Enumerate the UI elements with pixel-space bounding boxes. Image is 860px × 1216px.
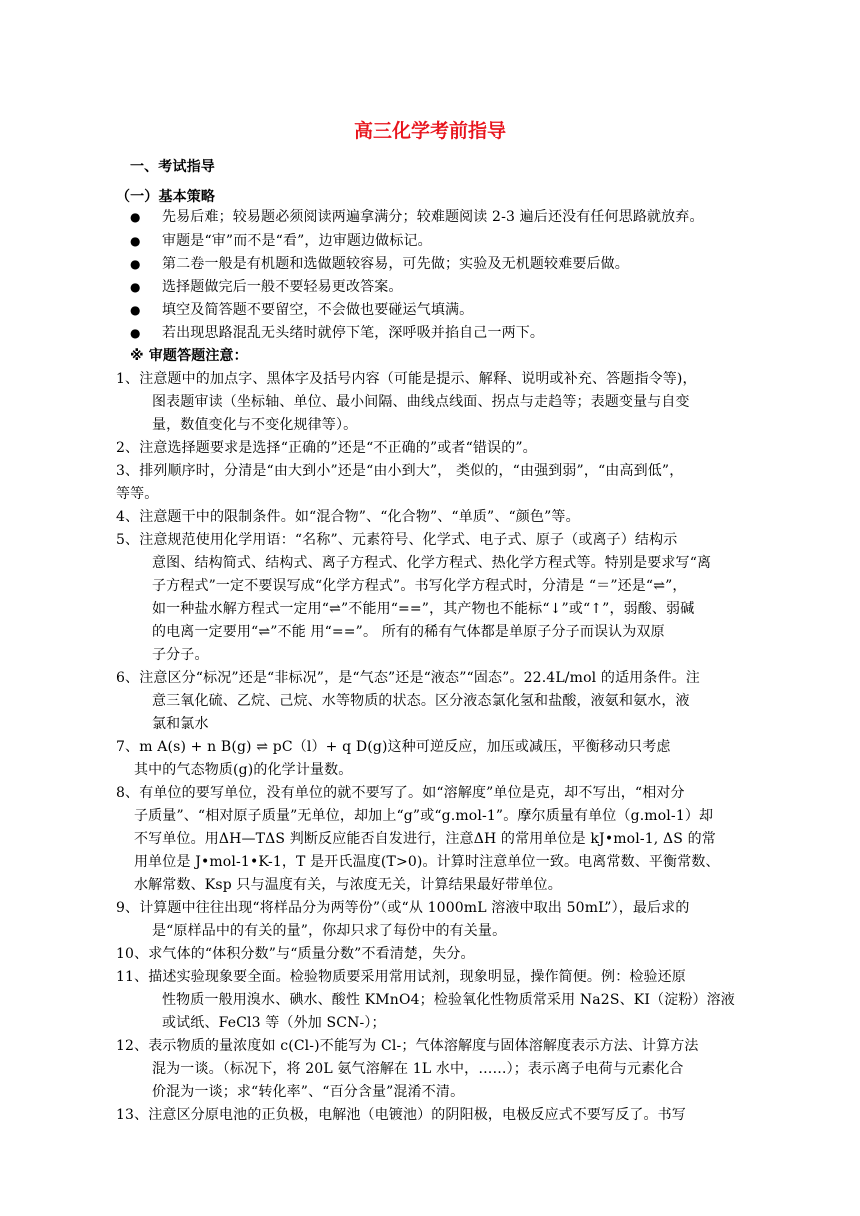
body-line: 混为一谈。（标况下，将 20L 氨气溶解在 1L 水中，……）；表示离子电荷与元素化合 (152, 1061, 684, 1077)
body-line: 13、注意区分原电池的正负极，电解池（电镀池）的阴阳极，电极反应式不要写反了。书写 (116, 1107, 686, 1123)
bullet-item: 若出现思路混乱无头绪时就停下笔，深呼吸并掐自己一两下。 (162, 325, 545, 341)
body-line: 子方程式”一定不要误写成“化学方程式”。书写化学方程式时，分清是 “＝”还是“⇌”， (152, 578, 687, 594)
body-line: 用单位是 J•mol-1•K-1，T 是开氏温度(T>0)。计算时注意单位一致。电离常数、平衡常数、 (134, 854, 720, 870)
bullet-dot-icon: ● (130, 303, 141, 317)
body-line: 或试纸、FeCl3 等（外加 SCN-）； (162, 1015, 386, 1031)
body-line: 1、注意题中的加点字、黑体字及括号内容（可能是提示、解释、说明或补充、答题指令等)， (116, 371, 697, 387)
note-heading: ※ 审题答题注意： (130, 348, 248, 364)
subsection-heading: （一）基本策略 (116, 189, 216, 205)
body-line: 如一种盐水解方程式一定用“⇌”不能用“==”，其产物也不能标“↓”或“↑”，弱酸、弱碱 (152, 601, 695, 617)
body-line: 意三氧化硫、乙烷、己烷、水等物质的状态。区分液态氯化氢和盐酸，液氨和氨水，液 (152, 693, 690, 709)
body-line: 不写单位。用ΔH—TΔS 判断反应能否自发进行，注意ΔH 的常用单位是 kJ•mol-1, ΔS 的常 (134, 831, 716, 847)
bullet-item: 选择题做完后一般不要轻易更改答案。 (162, 279, 403, 295)
body-line: 3、排列顺序时，分清是“由大到小”还是“由小到大”， 类似的，“由强到弱”，“由高到低”， (116, 463, 684, 479)
body-line: 10、求气体的“体积分数”与“质量分数”不看清楚，失分。 (116, 946, 475, 962)
body-line: 等等。 (116, 486, 159, 502)
body-line: 图表题审读（坐标轴、单位、最小间隔、曲线点线面、拐点与走趋等；表题变量与自变 (152, 394, 690, 410)
body-line: 9、计算题中往往出现“将样品分为两等份”（或“从 1000mL 溶液中取出 50mL”），最后求的 (116, 900, 690, 916)
body-line: 11、描述实验现象要全面。检验物质要采用常用试剂，现象明显，操作简便。例：检验还原 (116, 969, 686, 985)
body-line: 2、注意选择题要求是选择“正确的”还是“不正确的”或者“错误的”。 (116, 440, 537, 456)
body-line: 子质量”、“相对原子质量”无单位，却加上“g”或“g.mol-1”。摩尔质量有单位（g.mol-1）却 (134, 808, 714, 824)
body-line: 4、注意题干中的限制条件。如“混合物”、“化合物”、“单质”、“颜色”等。 (116, 509, 580, 525)
bullet-item: 先易后难；较易题必须阅读两遍拿满分；较难题阅读 2-3 遍后还没有任何思路就放弃。 (162, 209, 704, 225)
body-line: 6、注意区分“标况”还是“非标况”，是“气态”还是“液态”“固态”。22.4L/mol 的适用条件。注 (116, 670, 700, 686)
bullet-dot-icon: ● (130, 210, 141, 224)
body-line: 水解常数、Ksp 只与温度有关，与浓度无关，计算结果最好带单位。 (134, 877, 562, 893)
body-line: 是“原样品中的有关的量”，你却只求了每份中的有关量。 (152, 923, 507, 939)
bullet-item: 审题是“审”而不是“看”，边审题边做标记。 (162, 233, 432, 249)
body-line: 子分子。 (152, 647, 209, 663)
body-line: 其中的气态物质(g)的化学计量数。 (134, 762, 353, 778)
body-line: 8、有单位的要写单位，没有单位的就不要写了。如“溶解度”单位是克，却不写出，“相对分 (116, 785, 685, 801)
body-line: 氯和氯水 (152, 716, 209, 732)
body-line: 价混为一谈；求“转化率”、“百分含量”混淆不清。 (152, 1084, 465, 1100)
body-line: 量，数值变化与不变化规律等）。 (152, 417, 358, 433)
body-line: 12、表示物质的量浓度如 c(Cl-)不能写为 Cl-；气体溶解度与固体溶解度表示方法、计算方法 (116, 1038, 699, 1054)
body-line: 5、注意规范使用化学用语：“名称”、元素符号、化学式、电子式、原子（或离子）结构示 (116, 532, 678, 548)
body-line: 性物质一般用溴水、碘水、酸性 KMnO4；检验氧化性物质常采用 Na2S、KI（淀粉）溶液 (162, 992, 735, 1008)
bullet-dot-icon: ● (130, 234, 141, 248)
section-heading: 一、考试指导 (130, 159, 215, 175)
body-line: 7、m A(s) + n B(g) ⇌ pC（l）+ q D(g)这种可逆反应，加压或减压，平衡移动只考虑 (116, 739, 671, 755)
body-line: 的电离一定要用“⇌”不能 用“==”。 所有的稀有气体都是单原子分子而误认为双原 (152, 624, 665, 640)
bullet-item: 填空及简答题不要留空，不会做也要碰运气填满。 (162, 302, 474, 318)
bullet-dot-icon: ● (130, 280, 141, 294)
bullet-dot-icon: ● (130, 326, 141, 340)
bullet-dot-icon: ● (130, 257, 141, 271)
body-line: 意图、结构简式、结构式、离子方程式、化学方程式、热化学方程式等。特别是要求写“离 (152, 555, 712, 571)
bullet-item: 第二卷一般是有机题和选做题较容易，可先做；实验及无机题较难要后做。 (162, 256, 629, 272)
document-title: 高三化学考前指导 (353, 120, 506, 142)
